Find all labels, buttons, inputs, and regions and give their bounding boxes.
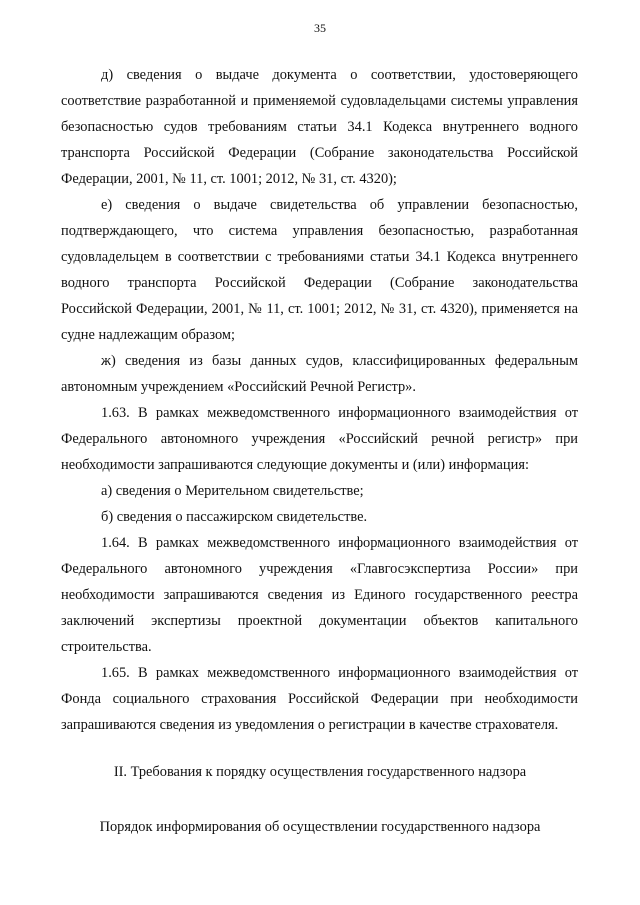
page-number: 35 [314, 21, 326, 35]
paragraph-1-64: 1.64. В рамках межведомственного информационного взаимодействия от Федерального автономного учреждения «Главгосэкспертиза России» при необходимости запрашиваются сведения из Единого государственного реестра заключений экспертизы проектной документации объектов капитального строительства. [61, 535, 578, 655]
paragraph-item-a: а) сведения о Мерительном свидетельстве; [101, 483, 364, 499]
paragraph-1-63: 1.63. В рамках межведомственного информационного взаимодействия от Федерального автономного учреждения «Российский речной регистр» при необходимости запрашиваются следующие документы и (или) информация: [61, 405, 578, 473]
paragraph-item-e: е) сведения о выдаче свидетельства об управлении безопасностью, подтверждающего, что система управления безопасностью, разработанная судовладельцем в соответствии с требованиями статьи 34.1 Кодекса внутреннего водного транспорта Российской Федерации (Собрание законодательства Российской Федерации, 2001, № 11, ст. 1001; 2012, № 31, ст. 4320), применяется на судне надлежащим образом; [61, 197, 578, 343]
section-heading: II. Требования к порядку осуществления государственного надзора [113, 764, 527, 780]
document-body [61, 62, 578, 738]
subsection-heading: Порядок информирования об осуществлении государственного надзора [99, 819, 541, 835]
paragraph-item-zh: ж) сведения из базы данных судов, классифицированных федеральным автономным учреждением «Российский Речной Регистр». [61, 353, 578, 395]
paragraph-item-b: б) сведения о пассажирском свидетельстве. [101, 509, 368, 525]
paragraph-1-65: 1.65. В рамках межведомственного информационного взаимодействия от Фонда социального страхования Российской Федерации при необходимости запрашиваются сведения из уведомления о регистрации в качестве страхователя. [61, 665, 578, 733]
paragraph-item-d: д) сведения о выдаче документа о соответствии, удостоверяющего соответствие разработанной и применяемой судовладельцами системы управления безопасностью судов требованиям статьи 34.1 Кодекса внутреннего водного транспорта Российской Федерации (Собрание законодательства Российской Федерации, 2001, № 11, ст. 1001; 2012, № 31, ст. 4320); [61, 67, 578, 187]
